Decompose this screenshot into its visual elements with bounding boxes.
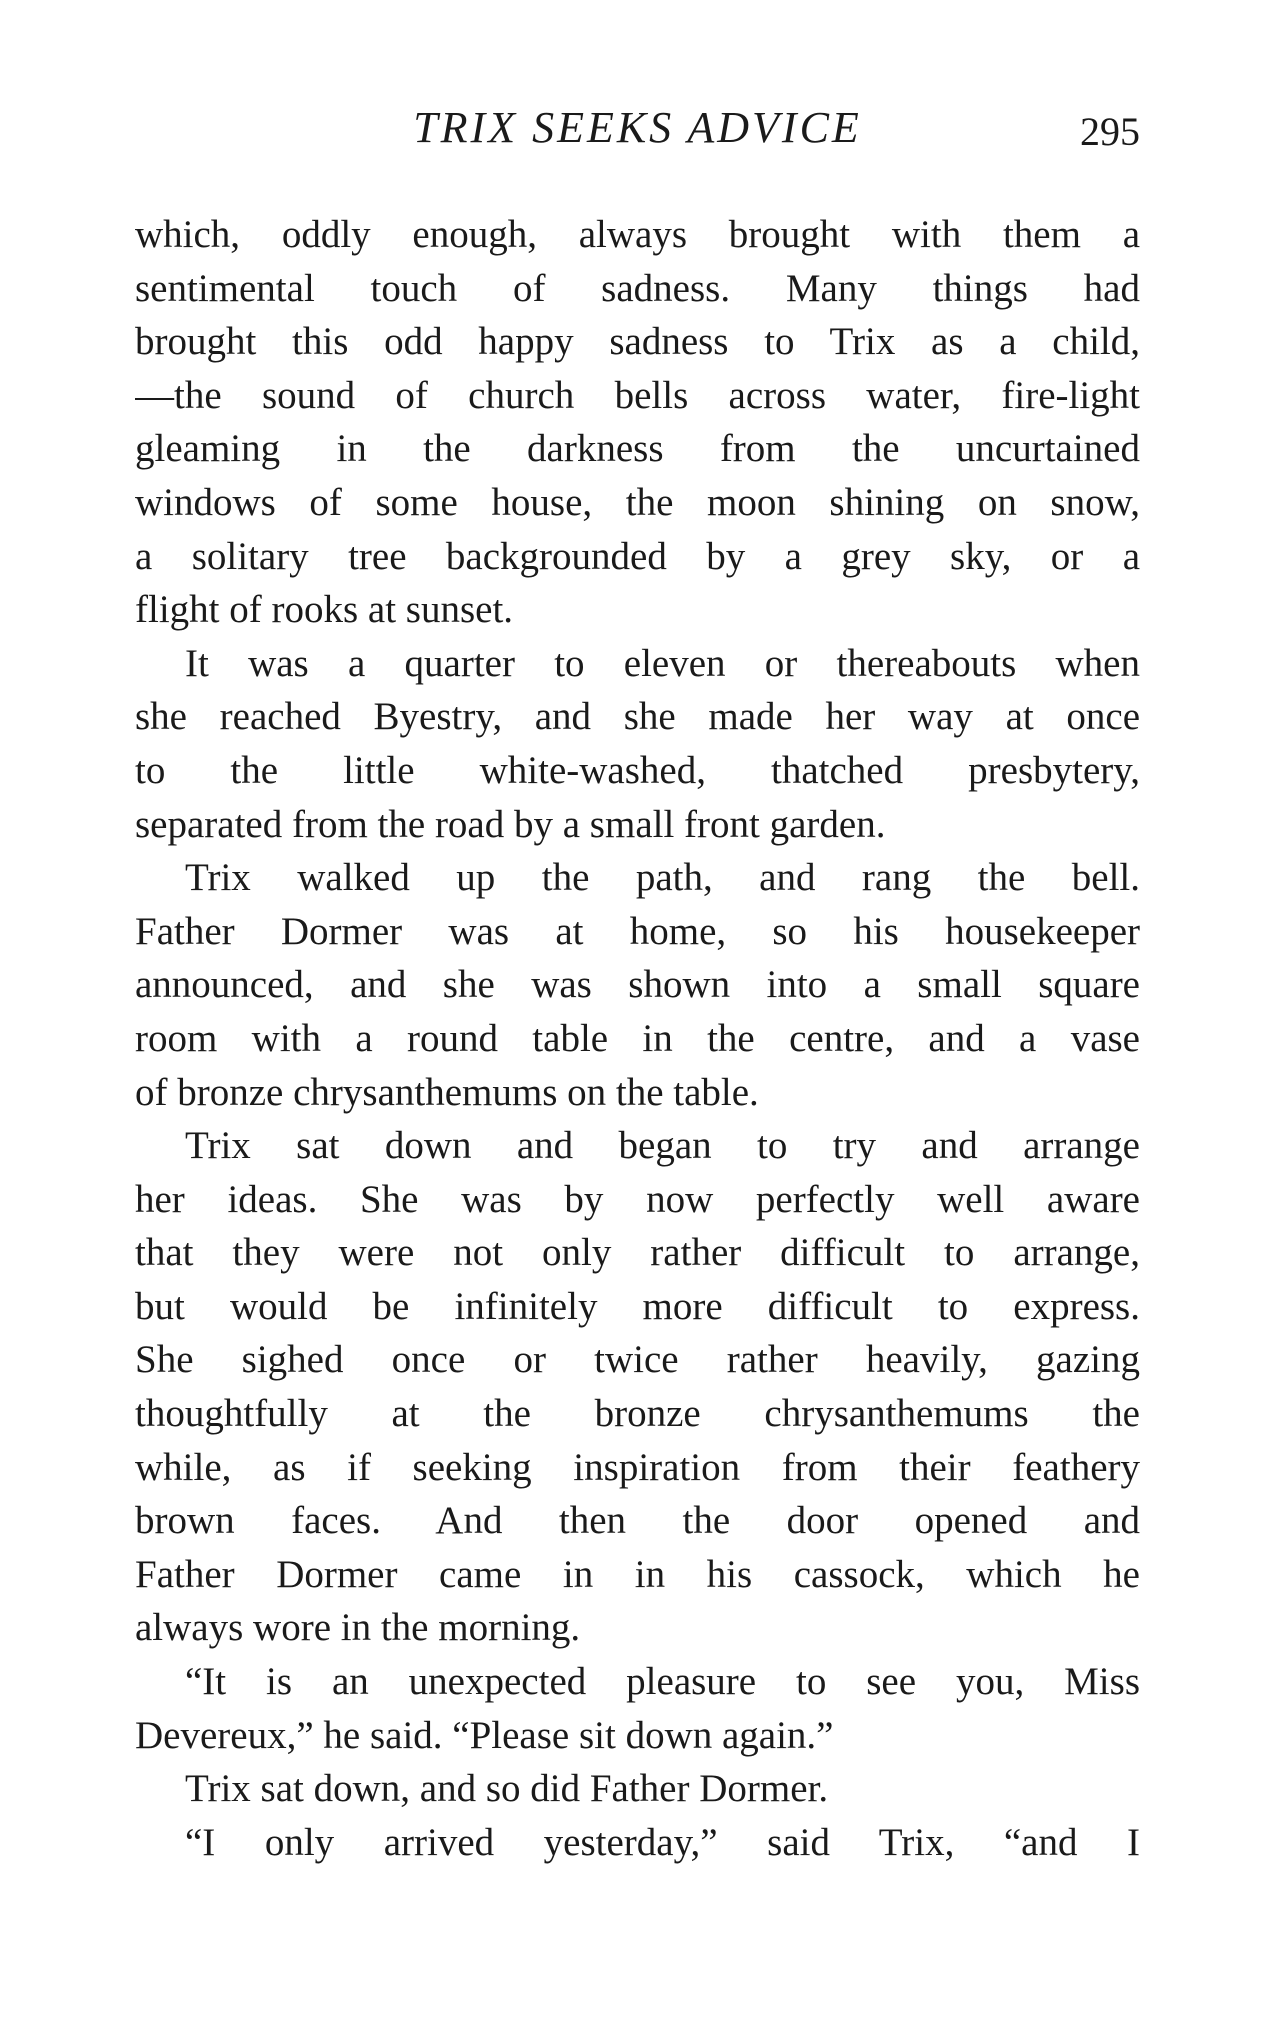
text-line: brown faces. And then the door opened and xyxy=(135,1499,1140,1543)
text-line: She sighed once or twice rather heavily, gazing xyxy=(135,1338,1140,1382)
text-line: Trix sat down, and so did Father Dormer. xyxy=(185,1767,829,1811)
text-line: which, oddly enough, always brought with them a xyxy=(135,213,1140,256)
text-line: while, as if seeking inspiration from their feathery xyxy=(135,1445,1140,1489)
text-line: to the little white-washed, thatched presbytery, xyxy=(135,748,1140,792)
text-line: room with a round table in the centre, and a vase xyxy=(135,1016,1140,1060)
text-line: It was a quarter to eleven or thereabouts when xyxy=(185,641,1140,685)
page-number: 295 xyxy=(1080,109,1140,154)
text-line: “It is an unexpected pleasure to see you, Miss xyxy=(185,1660,1140,1704)
text-line: a solitary tree backgrounded by a grey sky, or a xyxy=(135,534,1140,578)
paragraph xyxy=(135,851,1140,1119)
text-line: Father Dormer came in in his cassock, which he xyxy=(135,1552,1140,1596)
paragraph xyxy=(135,1119,1140,1655)
paragraph xyxy=(135,208,1140,637)
running-head xyxy=(135,98,1140,158)
text-line: thoughtfully at the bronze chrysanthemums the xyxy=(135,1392,1140,1436)
text-line: windows of some house, the moon shining on snow, xyxy=(135,480,1140,524)
text-line: Devereux,” he said. “Please sit down again.” xyxy=(135,1713,834,1757)
text-line: announced, and she was shown into a small square xyxy=(135,963,1140,1007)
text-line: sentimental touch of sadness. Many things had xyxy=(135,266,1140,310)
text-line: she reached Byestry, and she made her way at once xyxy=(135,695,1140,739)
text-line: “I only arrived yesterday,” said Trix, “and I xyxy=(185,1820,1140,1864)
text-line: that they were not only rather difficult to arrange, xyxy=(135,1231,1140,1275)
text-line: separated from the road by a small front garden. xyxy=(135,802,886,846)
body-text xyxy=(135,208,1140,1869)
text-line: —the sound of church bells across water, fire-light xyxy=(135,373,1140,417)
text-line: but would be infinitely more difficult to express. xyxy=(135,1284,1140,1328)
text-line: always wore in the morning. xyxy=(135,1606,581,1650)
running-title: TRIX SEEKS ADVICE xyxy=(413,103,862,152)
text-line: gleaming in the darkness from the uncurtained xyxy=(135,427,1140,471)
text-line: Trix sat down and began to try and arrange xyxy=(185,1124,1140,1168)
text-line: her ideas. She was by now perfectly well aware xyxy=(135,1177,1140,1221)
paragraph xyxy=(135,637,1140,851)
paragraph xyxy=(135,1762,1140,1816)
paragraph xyxy=(135,1655,1140,1762)
text-line: Trix walked up the path, and rang the bell. xyxy=(185,856,1140,900)
text-line: flight of rooks at sunset. xyxy=(135,588,514,632)
text-line: of bronze chrysanthemums on the table. xyxy=(135,1070,759,1114)
paragraph xyxy=(135,1816,1140,1870)
text-line: brought this odd happy sadness to Trix as a child, xyxy=(135,320,1140,364)
text-line: Father Dormer was at home, so his housekeeper xyxy=(135,909,1140,953)
